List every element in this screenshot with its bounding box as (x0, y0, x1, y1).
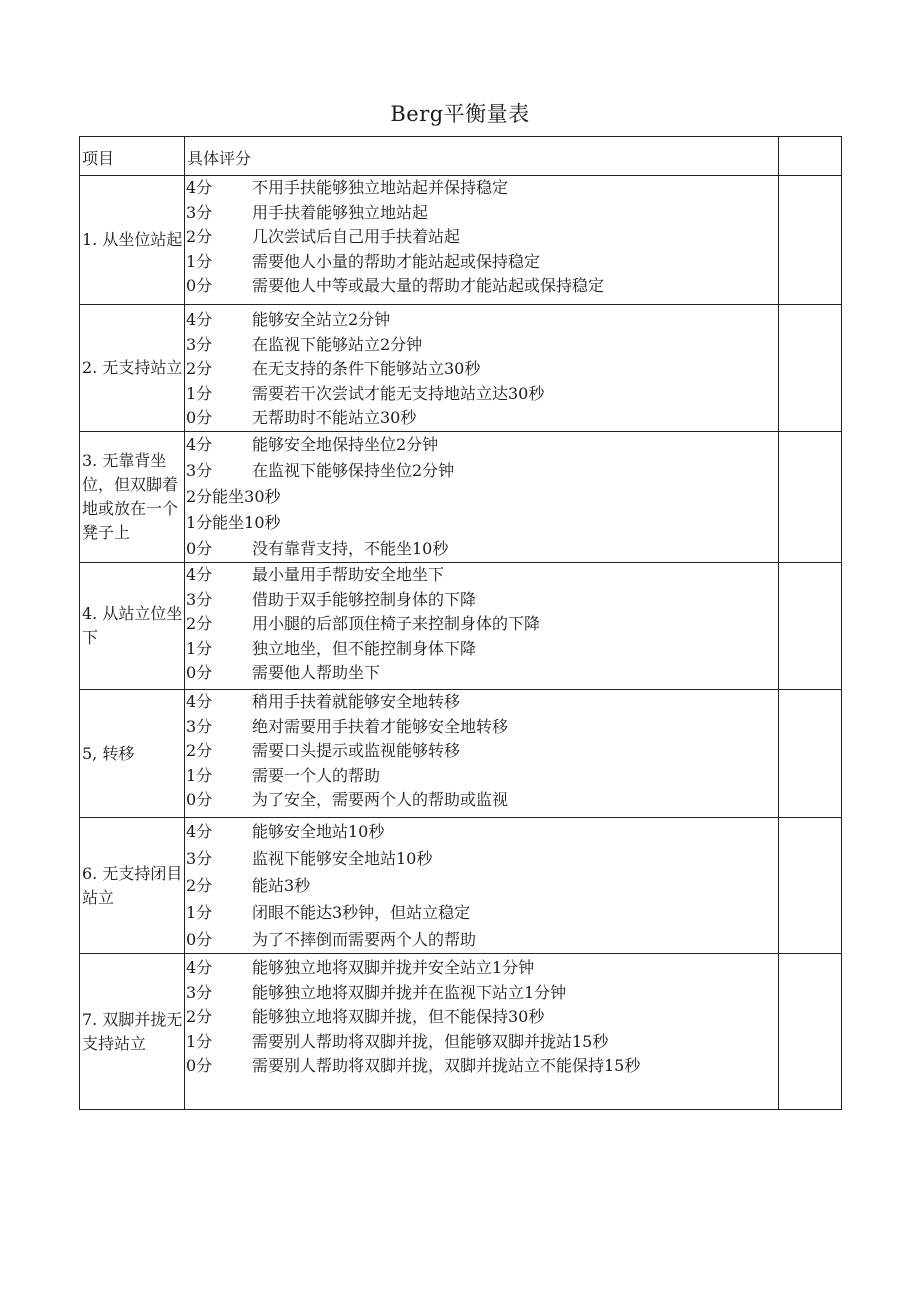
score-description: 需要一个人的帮助 (252, 765, 381, 785)
score-points: 3分 (186, 202, 213, 222)
score-points: 1分 (186, 383, 213, 403)
page-title: Berg平衡量表 (390, 102, 530, 126)
header-item: 项目 (82, 149, 115, 168)
score-line (185, 926, 778, 953)
score-list (185, 954, 779, 1110)
score-points: 1分 (186, 251, 213, 271)
score-description: 能够安全站立2分钟 (252, 310, 391, 329)
score-description: 在监视下能够站立2分钟 (252, 334, 423, 354)
score-line (185, 956, 778, 981)
score-description: 为了安全，需要两个人的帮助或监视 (252, 790, 509, 809)
score-line (185, 872, 778, 899)
score-line (185, 406, 778, 431)
score-blank-cell (779, 954, 842, 1110)
header-blank-cell (779, 137, 842, 176)
score-line (185, 612, 778, 637)
score-line (185, 333, 778, 358)
score-line (185, 250, 778, 275)
score-points: 1分 (186, 638, 213, 658)
score-line (185, 764, 778, 789)
score-line (185, 432, 778, 458)
score-description: 需要口头提示或监视能够转移 (252, 741, 461, 760)
score-description: 没有靠背支持，不能坐10秒 (252, 539, 449, 558)
score-list (185, 305, 779, 432)
score-line (185, 1030, 778, 1055)
score-description: 需要别人帮助将双脚并拢，但能够双脚并拢站15秒 (252, 1031, 609, 1051)
header-score: 具体评分 (187, 149, 252, 168)
score-points: 2分 (186, 876, 213, 895)
score-description: 需要别人帮助将双脚并拢，双脚并拢站立不能保持15秒 (252, 1056, 641, 1075)
score-description: 不用手扶能够独立地站起并保持稳定 (252, 178, 509, 197)
score-points: 1分 (186, 903, 213, 922)
score-line (185, 739, 778, 764)
item-name: 1. 从坐位站起 (80, 176, 185, 305)
score-points: 3分 (186, 716, 213, 736)
score-line (185, 458, 778, 484)
table-header-row (80, 137, 842, 176)
score-description: 独立地坐，但不能控制身体下降 (252, 638, 477, 658)
item-name: 4. 从站立位坐下 (80, 563, 185, 690)
score-line (185, 176, 778, 201)
score-description: 需要他人中等或最大量的帮助才能站起或保持稳定 (252, 276, 605, 295)
table-row (80, 432, 842, 563)
score-list (185, 432, 779, 563)
score-description: 能够安全地站10秒 (252, 822, 385, 841)
item-name: 5, 转移 (80, 690, 185, 818)
table-row (80, 176, 842, 305)
score-points: 4分 (186, 822, 213, 841)
score-points: 2分 (186, 741, 213, 760)
score-points: 2分 (186, 227, 213, 246)
score-blank-cell (779, 432, 842, 563)
item-name: 3. 无靠背坐位，但双脚着地或放在一个凳子上 (80, 432, 185, 563)
score-points: 0分 (186, 539, 213, 558)
score-points: 3分 (186, 334, 213, 354)
score-line (185, 1054, 778, 1079)
score-line (185, 225, 778, 250)
score-description: 需要若干次尝试才能无支持地站立达30秒 (252, 383, 545, 403)
score-points: 4分 (186, 565, 213, 584)
score-description: 能够独立地将双脚并拢并安全站立1分钟 (252, 958, 535, 977)
score-points: 1分 (186, 1031, 213, 1051)
score-points: 3分 (186, 849, 213, 868)
item-name: 2. 无支持站立 (80, 305, 185, 432)
score-description: 能够独立地将双脚并拢并在监视下站立1分钟 (252, 982, 567, 1002)
score-description: 监视下能够安全地站10秒 (252, 849, 433, 868)
score-description: 最小量用手帮助安全地坐下 (252, 565, 445, 584)
score-description: 稍用手扶着就能够安全地转移 (252, 692, 461, 711)
table-row (80, 305, 842, 432)
score-points: 4分 (186, 310, 213, 329)
score-line (185, 899, 778, 926)
score-points: 4分 (186, 692, 213, 711)
berg-balance-table (79, 136, 842, 1110)
score-points: 4分 (186, 958, 213, 977)
score-line (185, 715, 778, 740)
score-points: 3分 (186, 589, 213, 609)
score-line (185, 788, 778, 813)
score-list (185, 818, 779, 954)
score-points: 1分 (186, 765, 213, 785)
table-row (80, 690, 842, 818)
score-line (185, 818, 778, 845)
score-line (185, 536, 778, 562)
score-description: 绝对需要用手扶着才能够安全地转移 (252, 716, 509, 736)
item-name: 6. 无支持闭目站立 (80, 818, 185, 954)
table-row (80, 563, 842, 690)
score-blank-cell (779, 176, 842, 305)
item-name: 7. 双脚并拢无支持站立 (80, 954, 185, 1110)
score-points: 2分 (186, 359, 213, 378)
score-line (185, 1005, 778, 1030)
score-description: 能站3秒 (252, 876, 311, 895)
score-line (185, 661, 778, 686)
score-line (185, 563, 778, 588)
score-points: 0分 (186, 663, 213, 682)
score-list (185, 176, 779, 305)
score-line (185, 690, 778, 715)
score-points: 0分 (186, 276, 213, 295)
score-line (185, 382, 778, 407)
score-description: 需要他人小量的帮助才能站起或保持稳定 (252, 251, 541, 271)
header-score-cell (185, 137, 779, 176)
score-points: 0分 (186, 930, 213, 949)
table-row (80, 954, 842, 1110)
score-description: 用小腿的后部顶住椅子来控制身体的下降 (252, 614, 541, 633)
score-description: 为了不摔倒而需要两个人的帮助 (252, 930, 477, 949)
score-line (185, 308, 778, 333)
score-points: 3分 (186, 461, 213, 480)
score-line (185, 274, 778, 299)
score-description: 能够独立地将双脚并拢，但不能保持30秒 (252, 1007, 545, 1026)
score-blank-cell (779, 690, 842, 818)
score-blank-cell (779, 563, 842, 690)
score-blank-cell (779, 305, 842, 432)
score-list (185, 690, 779, 818)
header-item-cell (80, 137, 185, 176)
score-points: 0分 (186, 790, 213, 809)
table-row (80, 818, 842, 954)
score-inline: 1分能坐10秒 (186, 513, 281, 532)
score-description: 需要他人帮助坐下 (252, 663, 381, 682)
score-blank-cell (779, 818, 842, 954)
score-description: 无帮助时不能站立30秒 (252, 408, 417, 427)
score-description: 用手扶着能够独立地站起 (252, 202, 429, 222)
score-points: 2分 (186, 1007, 213, 1026)
score-line (185, 981, 778, 1006)
score-line (185, 510, 778, 536)
score-line (185, 201, 778, 226)
score-points: 4分 (186, 178, 213, 197)
score-description: 闭眼不能达3秒钟，但站立稳定 (252, 903, 471, 922)
score-points: 0分 (186, 408, 213, 427)
score-line (185, 484, 778, 510)
score-description: 借助于双手能够控制身体的下降 (252, 589, 477, 609)
score-line (185, 588, 778, 613)
score-description: 在无支持的条件下能够站立30秒 (252, 359, 481, 378)
score-points: 4分 (186, 435, 213, 454)
score-line (185, 637, 778, 662)
score-points: 2分 (186, 614, 213, 633)
score-description: 在监视下能够保持坐位2分钟 (252, 461, 455, 480)
score-line (185, 845, 778, 872)
score-points: 0分 (186, 1056, 213, 1075)
score-description: 能够安全地保持坐位2分钟 (252, 435, 439, 454)
score-inline: 2分能坐30秒 (186, 487, 281, 506)
score-points: 3分 (186, 982, 213, 1002)
score-description: 几次尝试后自己用手扶着站起 (252, 227, 461, 246)
score-line (185, 357, 778, 382)
score-list (185, 563, 779, 690)
